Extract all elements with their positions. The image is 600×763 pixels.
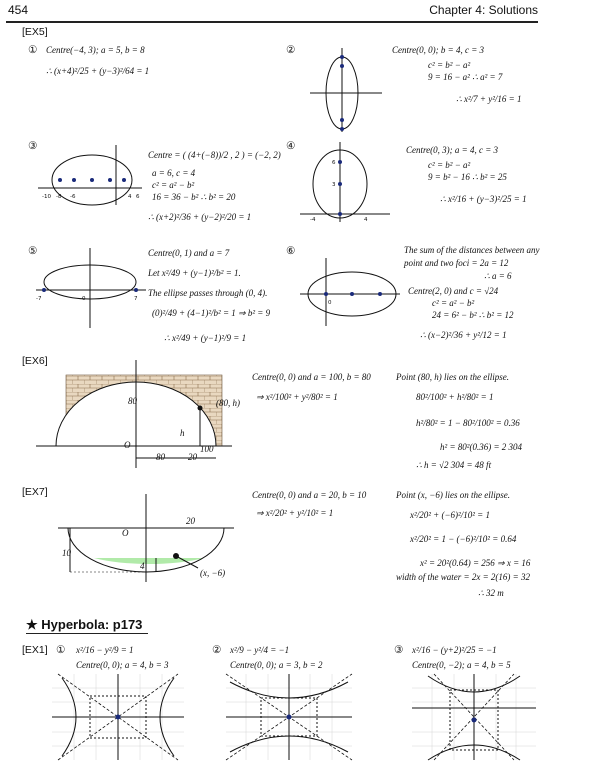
- ex6-equation: ⇒ x²/100² + y²/80² = 1: [256, 392, 338, 402]
- ex7-label: [EX7]: [22, 486, 48, 498]
- ex5-p6-num: ⑥: [286, 245, 296, 257]
- ex5-p2-line2: 9 = 16 − a² ∴ a² = 7: [428, 72, 503, 82]
- hyp-p1-graph: [52, 674, 184, 760]
- ex7-centre: Centre(0, 0) and a = 20, b = 10: [252, 490, 367, 500]
- hyp-p3-num: ③: [394, 644, 404, 656]
- ex5-p4-line1: c² = b² − a²: [428, 160, 471, 170]
- ex6-point: Point (80, h) lies on the ellipse.: [396, 372, 509, 382]
- svg-text:-6: -6: [70, 194, 76, 200]
- ex5-p3-centre: Centre = ( (4+(−8))/2 , 2 ) = (−2, 2): [148, 150, 281, 160]
- ex6-fig-x20: 20: [188, 452, 197, 462]
- hyp-p3-centre: Centre(0, −2); a = 4, b = 5: [412, 660, 511, 670]
- ex5-p4-line2: 9 = b² − 16 ∴ b² = 25: [428, 172, 507, 182]
- ex5-p1-num: ①: [28, 44, 38, 56]
- ex5-p6-line4: c² = a² − b²: [432, 298, 475, 308]
- ex5-p6-line5: 24 = 6² − b² ∴ b² = 12: [432, 310, 514, 320]
- svg-text:-4: -4: [310, 217, 316, 223]
- ex5-p5-num: ⑤: [28, 245, 38, 257]
- ex7-fig-point: (x, −6): [200, 568, 226, 578]
- ex6-fig-x80: 80: [156, 452, 165, 462]
- ex7-step2: x²/20² = 1 − (−6)²/10² = 0.64: [410, 534, 517, 544]
- ex5-p4-equation: ∴ x²/16 + (y−3)²/25 = 1: [440, 194, 527, 204]
- ex5-p2-line1: c² = b² − a²: [428, 60, 471, 70]
- ex5-p3-equation: ∴ (x+2)²/36 + (y−2)²/20 = 1: [148, 212, 252, 222]
- ex7-equation: ⇒ x²/20² + y²/10² = 1: [256, 508, 334, 518]
- svg-text:6: 6: [332, 160, 336, 166]
- ex7-point: Point (x, −6) lies on the ellipse.: [396, 490, 511, 500]
- ex7-fig-y10: 10: [62, 548, 71, 558]
- ex7-fig-origin: O: [122, 528, 129, 538]
- svg-text:7: 7: [134, 296, 138, 302]
- ex6-centre: Centre(0, 0) and a = 100, b = 80: [252, 372, 371, 382]
- svg-text:-8: -8: [56, 194, 62, 200]
- ex5-p6-equation: ∴ (x−2)²/36 + y²/12 = 1: [420, 330, 507, 340]
- ex6-step1: 80²/100² + h²/80² = 1: [416, 392, 494, 402]
- ex6-fig-origin: O: [124, 440, 131, 450]
- ex6-label: [EX6]: [22, 355, 48, 367]
- hyp-p2-centre: Centre(0, 0); a = 3, b = 2: [230, 660, 323, 670]
- ex7-channel-figure: [58, 494, 258, 582]
- ex5-p4-num: ④: [286, 140, 296, 152]
- chapter-title: Chapter 4: Solutions: [429, 3, 538, 17]
- ex6-fig-x100: 100: [200, 444, 214, 454]
- header-rule: [6, 21, 538, 23]
- hyp-p2-graph: [226, 674, 352, 760]
- ex5-p1-centre: Centre(−4, 3); a = 5, b = 8: [46, 45, 145, 55]
- hyperbola-title: ★ Hyperbola: p173: [26, 617, 143, 632]
- ex5-p5-graph: [36, 248, 146, 328]
- svg-text:-10: -10: [42, 194, 51, 200]
- ex5-p3-line3: 16 = 36 − b² ∴ b² = 20: [152, 192, 236, 202]
- ex5-p2-graph: [302, 48, 384, 134]
- ex7-fig-x20: 20: [186, 516, 195, 526]
- ex5-p2-equation: ∴ x²/7 + y²/16 = 1: [456, 94, 522, 104]
- hyp-p1-centre: Centre(0, 0); a = 4, b = 3: [76, 660, 169, 670]
- ex5-p5-line2: The ellipse passes through (0, 4).: [148, 288, 268, 298]
- svg-text:0: 0: [328, 300, 332, 306]
- hyp-p1-equation: x²/16 − y²/9 = 1: [76, 645, 134, 655]
- ex6-fig-y80: 80: [128, 396, 137, 406]
- page-number: 454: [8, 3, 29, 17]
- ex5-p2-num: ②: [286, 44, 296, 56]
- ex5-p6-line2: point and two foci = 2a = 12: [404, 258, 509, 268]
- ex5-p6-line1: The sum of the distances between any: [404, 245, 540, 255]
- ex5-p3-num: ③: [28, 140, 38, 152]
- hyperbola-title-underline: [26, 633, 148, 634]
- ex6-fig-h: h: [180, 428, 185, 438]
- ex5-p3-line2: c² = a² − b²: [152, 180, 195, 190]
- ex5-label: [EX5]: [22, 26, 48, 38]
- ex6-fig-point: (80, h): [216, 398, 240, 408]
- hyp-ex1-label: [EX1]: [22, 644, 48, 656]
- hyp-p2-num: ②: [212, 644, 222, 656]
- ex7-step5: ∴ 32 m: [478, 588, 504, 598]
- ex6-step3: h² = 80²(0.36) = 2 304: [440, 442, 523, 452]
- ex5-p4-graph: [300, 142, 390, 222]
- svg-text:-7: -7: [36, 296, 42, 302]
- ex5-p4-centre: Centre(0, 3); a = 4, c = 3: [406, 145, 499, 155]
- svg-text:4: 4: [364, 217, 368, 223]
- ex7-fig-d4: 4: [140, 561, 145, 571]
- ex5-p6-centre: Centre(2, 0) and c = √24: [408, 286, 499, 296]
- hyp-p3-equation: x²/16 − (y+2)²/25 = −1: [412, 645, 497, 655]
- ex5-p5-line3: (0)²/49 + (4−1)²/b² = 1 ⇒ b² = 9: [152, 308, 271, 318]
- ex5-p3-graph: [38, 145, 142, 205]
- svg-text:6: 6: [136, 194, 140, 200]
- ex5-p3-line1: a = 6, c = 4: [152, 168, 196, 178]
- ex5-p1-equation: ∴ (x+4)²/25 + (y−3)²/64 = 1: [46, 66, 150, 76]
- hyp-p2-equation: x²/9 − y²/4 = −1: [230, 645, 290, 655]
- ex5-p5-equation: ∴ x²/49 + (y−1)²/9 = 1: [164, 333, 247, 343]
- ex7-step3: x² = 20²(0.64) = 256 ⇒ x = 16: [420, 558, 531, 568]
- ex5-p6-graph: [300, 258, 400, 326]
- svg-text:0: 0: [82, 296, 86, 302]
- svg-text:4: 4: [128, 194, 132, 200]
- svg-text:3: 3: [332, 182, 336, 188]
- ex5-p5-centre: Centre(0, 1) and a = 7: [148, 248, 230, 258]
- ex5-p2-centre: Centre(0, 0); b = 4, c = 3: [392, 45, 485, 55]
- hyp-p1-num: ①: [56, 644, 66, 656]
- ex6-step4: ∴ h = √2 304 = 48 ft: [416, 460, 492, 470]
- ex5-p5-line1: Let x²/49 + (y−1)²/b² = 1.: [148, 268, 241, 278]
- hyp-p3-graph: [412, 674, 536, 760]
- ex7-step1: x²/20² + (−6)²/10² = 1: [410, 510, 491, 520]
- ex7-step4: width of the water = 2x = 2(16) = 32: [396, 572, 530, 582]
- ex5-p6-line3: ∴ a = 6: [484, 271, 512, 281]
- ex6-step2: h²/80² = 1 − 80²/100² = 0.36: [416, 418, 520, 428]
